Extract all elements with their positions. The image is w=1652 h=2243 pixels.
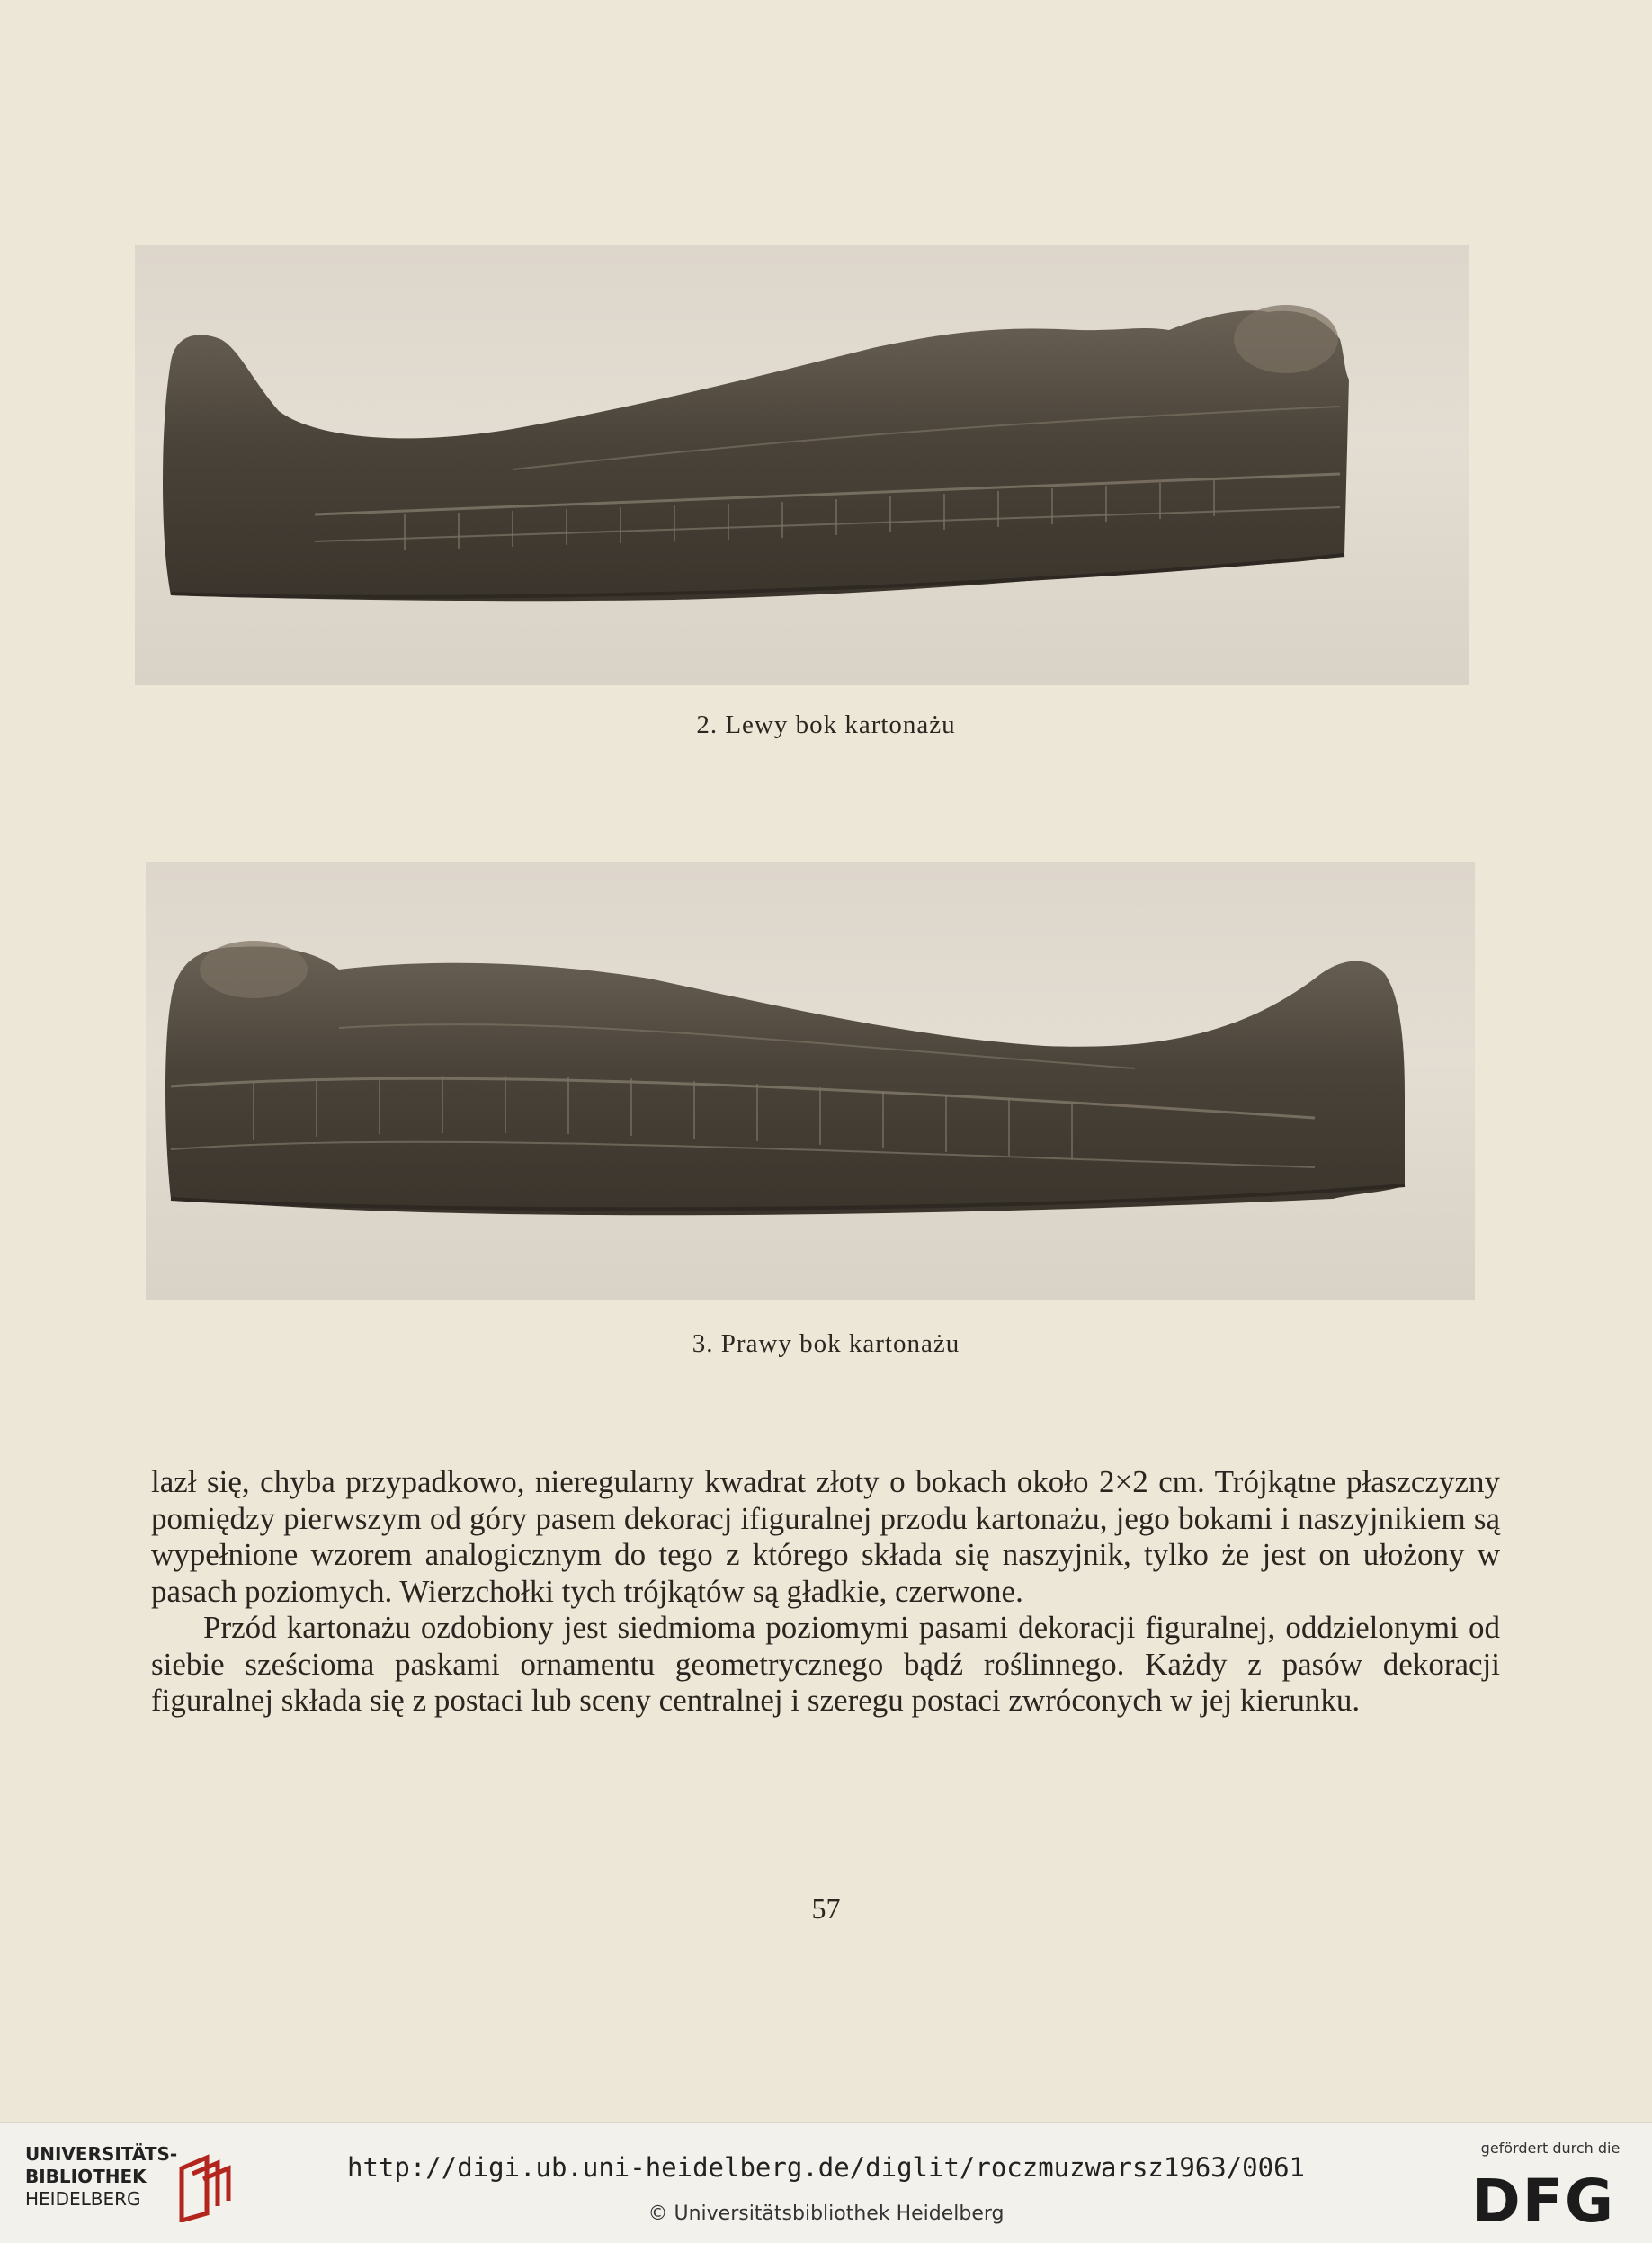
library-name: UNIVERSITÄTS- BIBLIOTHEK HEIDELBERG [25,2143,178,2210]
paragraph: Przód kartonażu ozdobiony jest siedmioma poziomymi pasami dekoracji figuralnej, oddzielonymi od siebie sześcioma paskami ornamentu geometrycznego bądź roślinnego. Każdy z pasów dekoracji figuralnej składa się z postaci lub sceny centralnej i szeregu postaci zwróconych w jej kierunku. [151,1610,1500,1718]
figure-caption-right-side: 3. Prawy bok kartonażu [692,1329,960,1358]
body-text [151,1464,1500,1720]
figure-right-side-photo [146,862,1475,1300]
dfg-funder-logo[interactable] [1469,2140,1631,2234]
paragraph: lazł się, chyba przypadkowo, nieregularny kwadrat złoty o bokach około 2×2 cm. Trójkątne płaszczyzny pomiędzy pierwszym od góry pasem dekoracj ifiguralnej przodu kartonażu, jego bokami i naszyjnikiem są wypełnione wzorem analogicznym do tego z którego składa się naszyjnik, tylko że jest on ułożony w pasach poziomych. Wierzchołki tych trójkątów są gładkie, czerwone. [151,1464,1500,1609]
page-number: 57 [811,1892,841,1925]
figure-left-side-photo [135,245,1469,685]
figure-caption-left-side: 2. Lewy bok kartonażu [696,710,956,739]
footer-bar [0,2122,1652,2243]
sarcophagus-left-image [135,245,1469,685]
funder-label: gefördert durch die [1480,2140,1621,2157]
sarcophagus-right-image [146,862,1475,1300]
dfg-logo-text: DFG [1471,2167,1616,2236]
copyright-notice: © Universitätsbibliothek Heidelberg [647,2203,1005,2225]
document-url-link[interactable]: http://digi.ub.uni-heidelberg.de/diglit/roczmuzwarsz1963/0061 [346,2152,1306,2183]
